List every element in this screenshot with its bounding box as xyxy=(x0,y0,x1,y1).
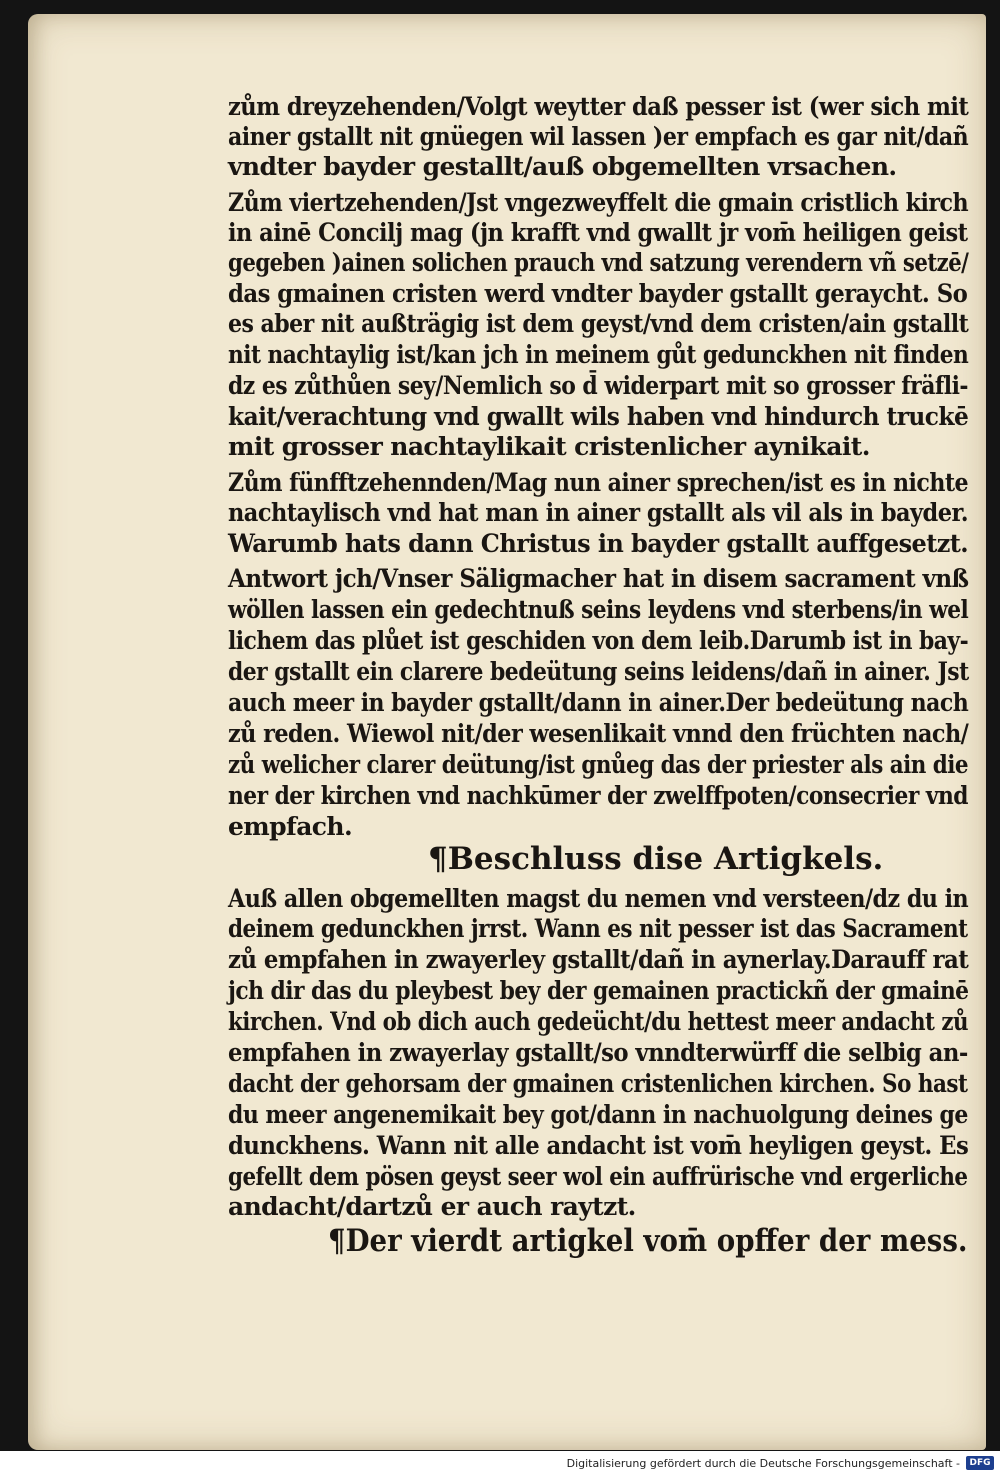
text-line: Antwort jch/Vnser Säligmacher hat in disem sacrament vnß xyxy=(228,564,969,593)
text-line: kait/verachtung vnd gwallt wils haben vnd hindurch truckē xyxy=(228,402,969,431)
text-line: Warumb hats dann Christus in bayder gstallt auffgesetzt. xyxy=(228,529,969,558)
text-line: du meer angenemikait bey got/dann in nachuolgung deines ge xyxy=(228,1100,968,1129)
digitization-footer xyxy=(0,1451,1000,1477)
text-line: dunckhens. Wann nit alle andacht ist vom̄ heyligen geyst. Es xyxy=(228,1131,969,1160)
text-line: gegeben )ainen solichen prauch vnd satzung verendern vñ setzē/ xyxy=(228,248,969,277)
text-line: das gmainen cristen werd vndter bayder gstallt geraycht. So xyxy=(228,279,968,308)
text-line: Zům viertzehenden/Jst vngezweyffelt die gmain cristlich kirch xyxy=(228,188,969,217)
text-line: ner der kirchen vnd nachkūmer der zwelffpoten/consecrier vnd xyxy=(228,781,968,810)
footer-credit: Digitalisierung gefördert durch die Deutsche Forschungsgemeinschaft - xyxy=(566,1457,960,1470)
text-line: nachtaylisch vnd hat man in ainer gstallt als vil als in bayder. xyxy=(228,498,969,527)
section-heading: ¶Beschluss dise Artigkels. xyxy=(428,841,884,877)
section-heading: ¶Der vierdt artigkel vom̄ opffer der mess. xyxy=(328,1223,968,1259)
text-line: Auß allen obgemellten magst du nemen vnd versteen/dz du in xyxy=(228,884,969,913)
text-line: nit nachtaylig ist/kan jch in meinem gůt gedunckhen nit finden xyxy=(228,340,969,369)
text-line: deinem gedunckhen jrrst. Wann es nit pesser ist das Sacrament xyxy=(228,914,968,943)
text-line: es aber nit außträgig ist dem geyst/vnd dem cristen/ain gstallt xyxy=(228,309,969,338)
text-line: zů empfahen in zwayerley gstallt/dañ in aynerlay.Darauff rat xyxy=(228,945,969,974)
text-line: zů reden. Wiewol nit/der wesenlikait vnnd den früchten nach/ xyxy=(228,719,969,748)
text-line: ainer gstallt nit gnüegen wil lassen )er empfach es gar nit/dañ xyxy=(228,122,969,151)
text-line: in ainē Concilj mag (jn krafft vnd gwallt jr vom̄ heiligen geist xyxy=(228,218,968,247)
text-line: zů welicher clarer deütung/ist gnůeg das der priester als ain die xyxy=(228,750,969,779)
text-line: empfahen in zwayerlay gstallt/so vnndterwürff die selbig an- xyxy=(228,1038,968,1067)
text-line: der gstallt ein clarere bedeütung seins leidens/dañ in ainer. Jst xyxy=(228,657,969,686)
text-line: vndter bayder gestallt/auß obgemellten vrsachen. xyxy=(228,152,897,181)
text-line: auch meer in bayder gstallt/dann in ainer.Der bedeütung nach xyxy=(228,688,969,717)
text-line: jch dir das du pleybest bey der gemainen practickñ der gmainē xyxy=(228,976,969,1005)
text-line: mit grosser nachtaylikait cristenlicher aynikait. xyxy=(228,432,870,461)
text-line: dacht der gehorsam der gmainen cristenlichen kirchen. So hast xyxy=(228,1069,968,1098)
text-line: dz es zůthůen sey/Nemlich so d̄ widerpart mit so grosser fräfli- xyxy=(228,371,968,400)
text-line: wöllen lassen ein gedechtnuß seins leydens vnd sterbens/in wel xyxy=(228,595,969,624)
book-page xyxy=(28,14,986,1450)
text-line: gefellt dem pösen geyst seer wol ein auffrürische vnd ergerliche xyxy=(228,1162,968,1191)
text-line: andacht/dartzů er auch raytzt. xyxy=(228,1192,636,1221)
text-line: empfach. xyxy=(228,812,353,841)
text-line: zům dreyzehenden/Volgt weytter daß pesser ist (wer sich mit xyxy=(228,92,969,121)
text-line: kirchen. Vnd ob dich auch gedeücht/du hettest meer andacht zů xyxy=(228,1007,968,1036)
text-line: Zům fünfftzehennden/Mag nun ainer sprechen/ist es in nichte xyxy=(228,468,969,497)
text-line: lichem das plůet ist geschiden von dem leib.Darumb ist in bay- xyxy=(228,626,969,655)
dfg-logo: DFG xyxy=(966,1456,994,1470)
